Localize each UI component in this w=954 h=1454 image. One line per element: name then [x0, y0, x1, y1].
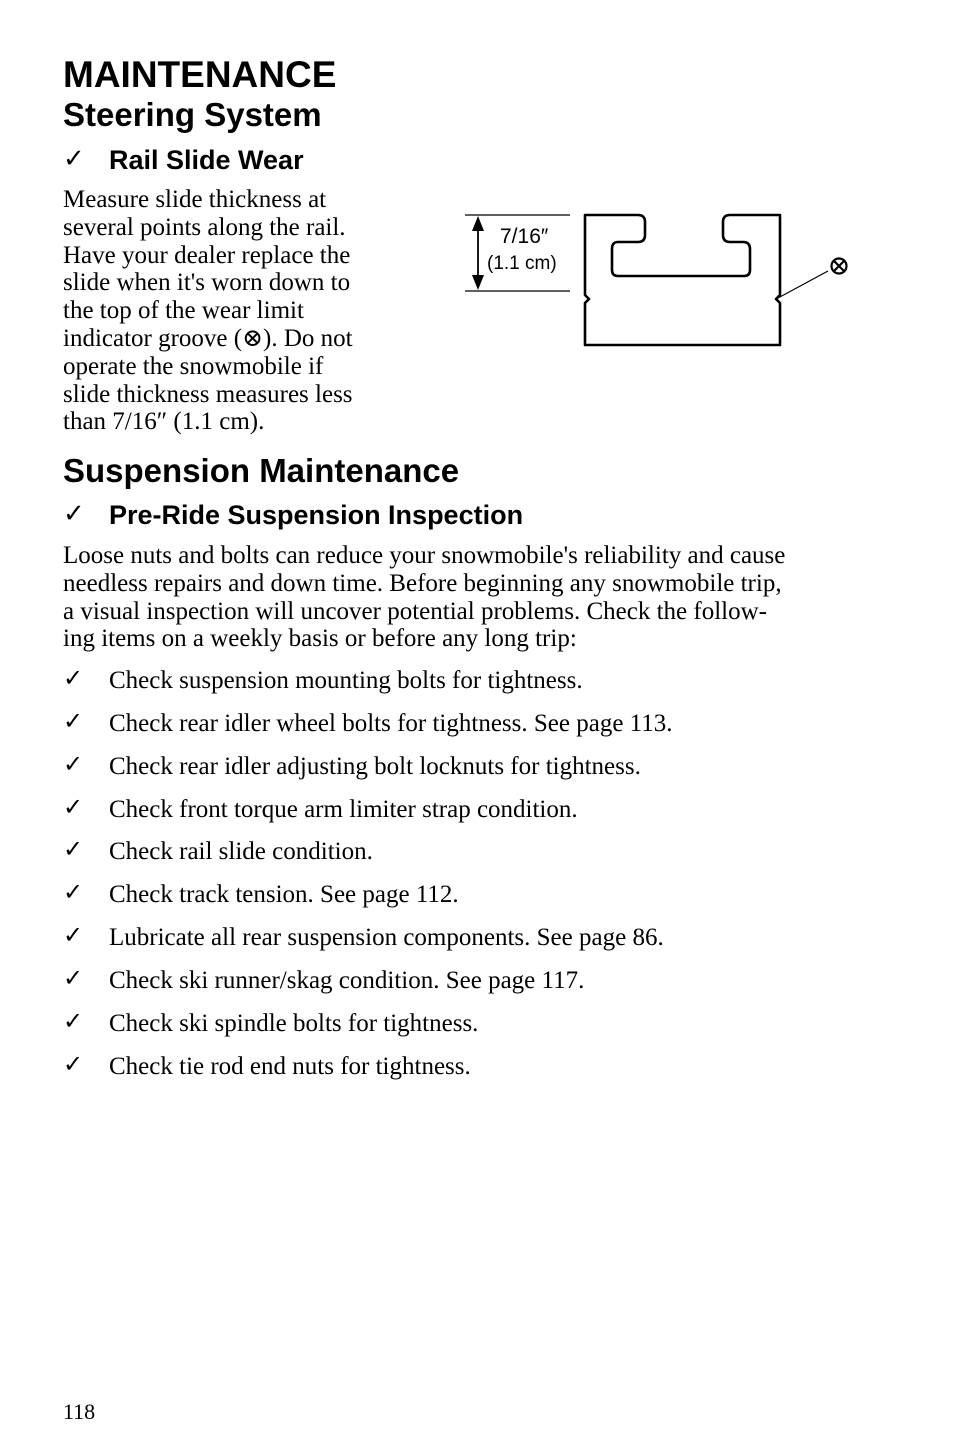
checkmark-icon: ✓: [63, 921, 84, 949]
paragraph-line: Measure slide thickness at: [63, 186, 327, 213]
paragraph-line: a visual inspection will uncover potential problems. Check the follow-: [63, 597, 768, 625]
list-item-text: Check rear idler adjusting bolt locknuts for tightness.: [109, 753, 641, 780]
list-item-text: Check suspension mounting bolts for tightness.: [109, 667, 583, 694]
suspension-intro-paragraph: [63, 542, 863, 653]
wear-limit-groove-icon: [832, 259, 847, 274]
paragraph-line: than 7/16″ (1.1 cm).: [63, 408, 265, 436]
list-item-text: Check rail slide condition.: [109, 838, 373, 865]
list-item-text: Check track tension. See page 112.: [109, 881, 459, 908]
subsection-header-pre-ride: [0, 499, 954, 531]
paragraph-line: Loose nuts and bolts can reduce your snowmobile's reliability and cause: [63, 542, 786, 569]
paragraph-line: slide thickness measures less: [63, 380, 353, 408]
checkmark-icon: ✓: [63, 499, 85, 529]
list-item-text: Check ski spindle bolts for tightness.: [109, 1010, 479, 1037]
section-title-steering: Steering System: [63, 96, 322, 133]
paragraph-line: several points along the rail.: [63, 213, 346, 241]
list-item-text: Check tie rod end nuts for tightness.: [109, 1053, 471, 1080]
checkmark-icon: ✓: [63, 1050, 84, 1078]
checkmark-icon: ✓: [63, 878, 84, 906]
paragraph-line: ing items on a weekly basis or before any long trip:: [63, 625, 577, 653]
paragraph-line: indicator groove (⊗). Do not: [63, 324, 353, 352]
list-item-text: Check ski runner/skag condition. See page 117.: [109, 967, 585, 994]
slide-profile: [585, 215, 780, 345]
measure-label-metric: (1.1 cm): [487, 253, 557, 274]
list-item-text: Lubricate all rear suspension components. See page 86.: [109, 924, 664, 951]
checkmark-icon: ✓: [63, 664, 84, 692]
checkmark-icon: ✓: [63, 144, 85, 174]
checkmark-icon: ✓: [63, 1007, 84, 1035]
rail-slide-diagram: [460, 205, 860, 355]
leader-line: [778, 271, 828, 298]
checkmark-icon: ✓: [63, 793, 84, 821]
list-item-text: Check rear idler wheel bolts for tightness. See page 113.: [109, 710, 673, 737]
measure-label: 7/16″: [500, 225, 549, 248]
paragraph-line: slide when it's worn down to: [63, 269, 351, 297]
paragraph-line: operate the snowmobile if: [63, 352, 324, 380]
subsection-title-rail-slide: Rail Slide Wear: [109, 145, 304, 175]
checkmark-icon: ✓: [63, 750, 84, 778]
arrow-down-icon: [472, 275, 484, 290]
paragraph-line: the top of the wear limit: [63, 297, 304, 325]
page-heading: MAINTENANCE: [63, 54, 337, 95]
list-item-text: Check front torque arm limiter strap condition.: [109, 796, 578, 823]
rail-slide-paragraph: [63, 186, 393, 436]
checkmark-icon: ✓: [63, 964, 84, 992]
section-title-suspension: Suspension Maintenance: [63, 452, 460, 489]
subsection-header-rail-slide: [0, 144, 954, 176]
arrow-up-icon: [472, 216, 484, 231]
paragraph-line: needless repairs and down time. Before beginning any snowmobile trip,: [63, 569, 782, 597]
paragraph-line: Have your dealer replace the: [63, 241, 351, 269]
checkmark-icon: ✓: [63, 707, 84, 735]
page-number: 118: [63, 1399, 96, 1424]
subsection-title-pre-ride: Pre-Ride Suspension Inspection: [109, 500, 524, 530]
checkmark-icon: ✓: [63, 835, 84, 863]
